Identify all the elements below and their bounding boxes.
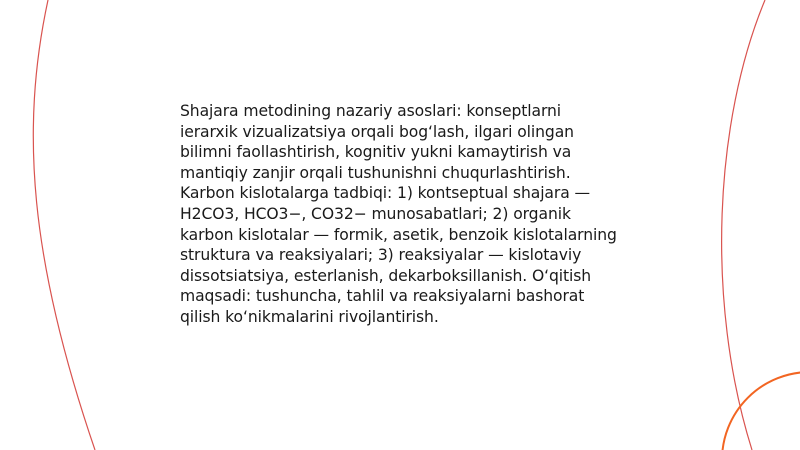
right-curve-line xyxy=(722,0,765,450)
left-curve-line xyxy=(33,0,95,450)
slide-body-text: Shajara metodining nazariy asoslari: konseptlarni ierarxik vizualizatsiya orqali bog‘lash, ilgari olingan bilimni faollashtirish, kognitiv yukni kamaytirish va mantiqiy zanjir orqali tushunishni chuqurlashtirish. Karbon kislotalarga tadbiqi: 1) kontseptual shajara — H2CO3, HCO3−, CO32− munosabatlari; 2) organik karbon kislotalar — formik, asetik, benzoik kislotalarning struktura va reaksiyalari; 3) reaksiyalar — kislotaviy dissotsiatsiya, esterlanish, dekarboksillanish. O‘qitish maqsadi: tushuncha, tahlil va reaksiyalarni bashorat qilish ko‘nikmalarini rivojlantirish. xyxy=(180,102,617,326)
orange-circle-outline xyxy=(722,372,800,450)
